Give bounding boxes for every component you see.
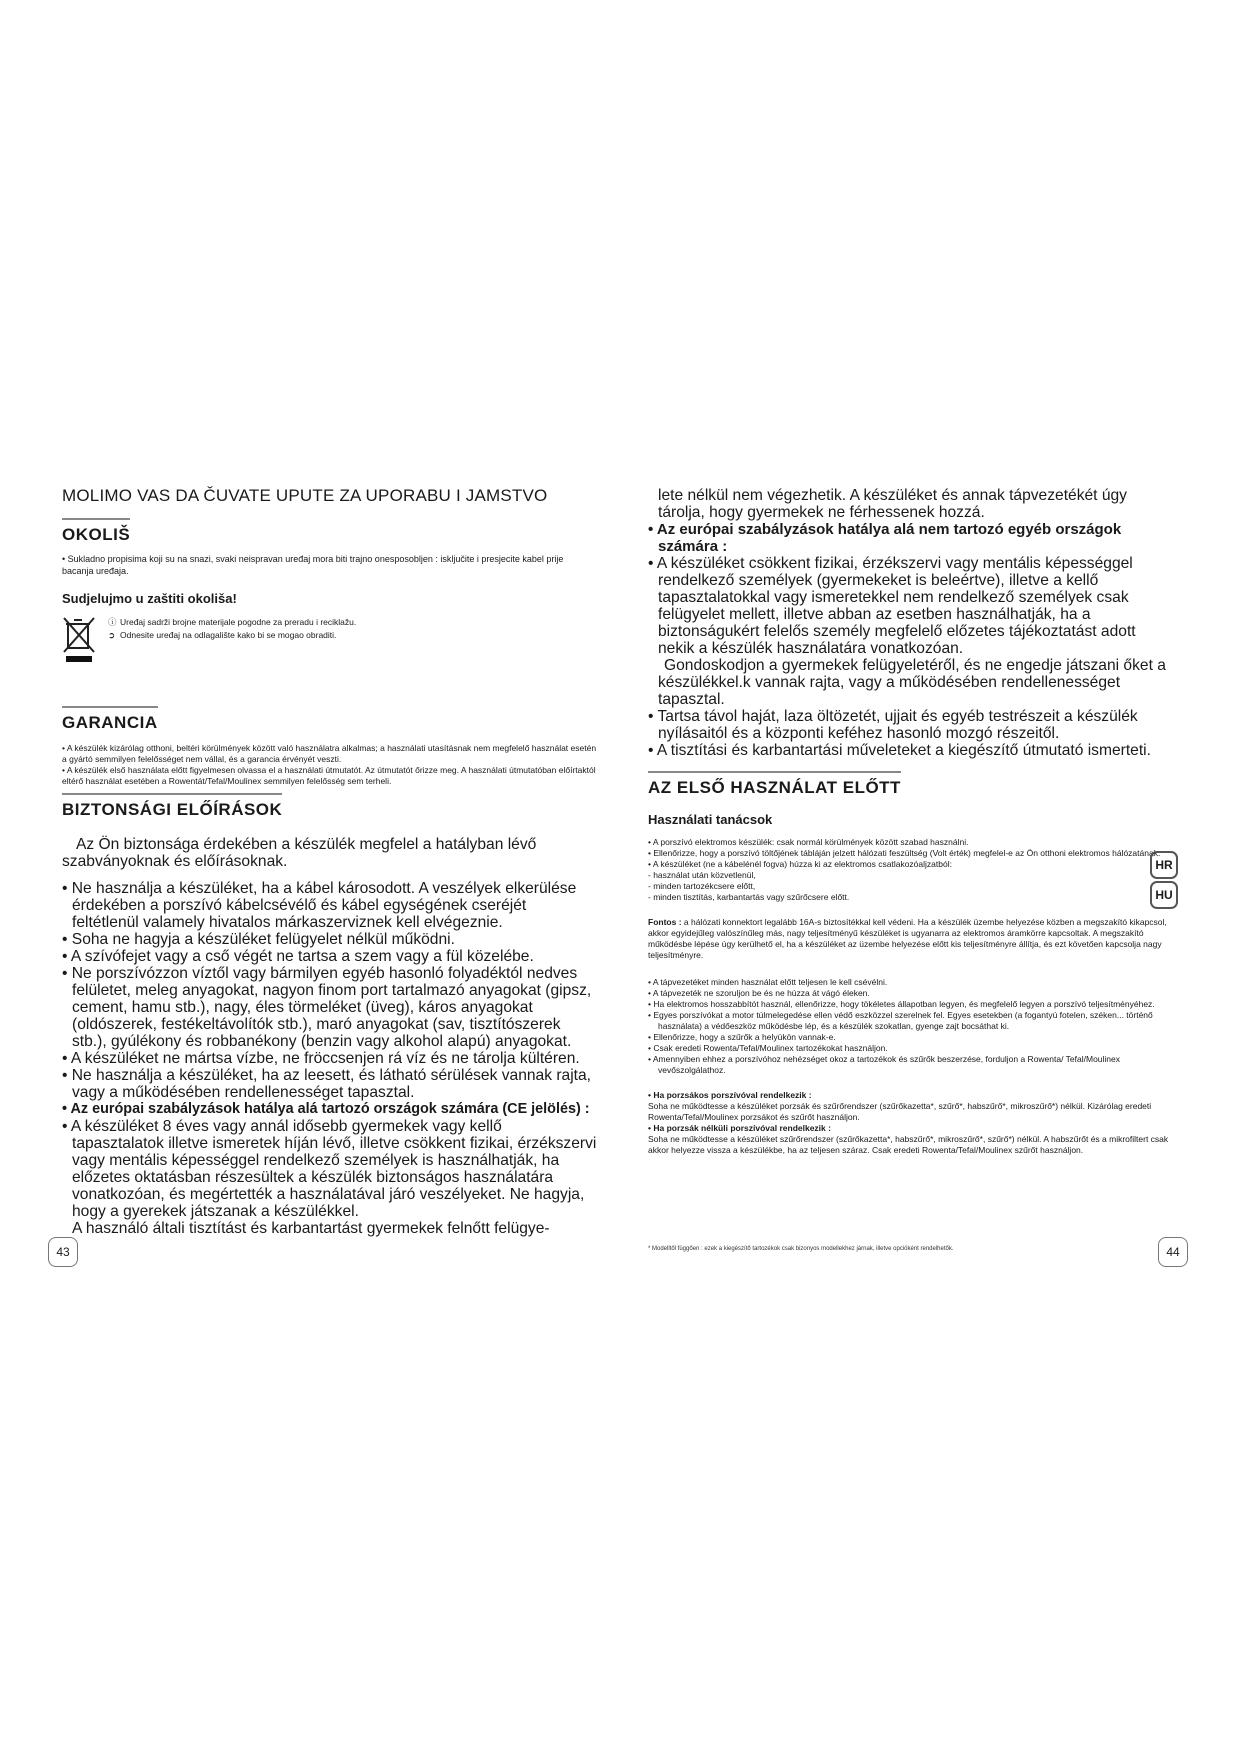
bag-heading: • Ha porzsákos porszívóval rendelkezik : (648, 1090, 812, 1100)
safety-item: • Ne használja a készüléket, ha a kábel károsodott. A veszélyek elkerülése érdekében a porszívó kábelcsévélő és kábel egységének cseréjét feltétlenül valamely hivatalos márkaszerviznek kell elvégeznie. (62, 880, 577, 931)
safety-item: • A készüléket ne mártsa vízbe, ne fröccsenjen rá víz és ne tárolja kültéren. (62, 1050, 580, 1067)
heading-garancia: GARANCIA (62, 706, 158, 733)
fontos-label: Fontos : (648, 917, 682, 927)
recycling-notice (62, 616, 597, 664)
garancia-text-1: • A készülék kizárólag otthoni, beltéri körülmények között való használatra alkalmas; a használati utasításnak nem megfelelő használat esetén a gyártó semmilyen felelősséget nem vállal, és a garancia érvényét veszti. (62, 743, 597, 764)
tip-item: - használat után közvetlenül, (648, 870, 756, 880)
tip-item: • A tápvezetéket minden használat előtt teljesen le kell csévélni. (648, 977, 888, 987)
safety-item: • Ne porszívózzon víztől vagy bármilyen egyéb hasonló folyadéktól nedves felületet, meleg anyagokat, nagyon finom port tartalmazó anyagokat (gipsz, cement, hamu stb.), nagy, éles törmeléket (üveg), káros anyagokat (oldószerek, festékeltávolítók stb.), maró anyagokat (sav, tisztítószerek stb.), gyúlékony és robbanékony (benzin vagy alkohol alapú) anyagokat. (62, 965, 592, 1050)
fontos-paragraph (648, 917, 1170, 961)
tip-item: • Egyes porszívókat a motor túlmelegedése ellen védő eszközzel szerelnek fel. Egyes esetekben (a fogantyú fotelen, széken... történő használata) a védőeszköz működésbe lép, és a készülék szokatlan, gyenge zajt bocsáthat ki. (648, 1010, 1153, 1031)
safety-item: • A szívófejet vagy a cső végét ne tartsa a szem vagy a fül közelébe. (62, 948, 534, 965)
crossed-bin-icon (62, 616, 98, 664)
safety-item: A használó általi tisztítást és karbantartást gyermekek felnőtt felügye- (72, 1220, 550, 1237)
icon-line-2: Odnesite uređaj na odlagalište kako bi se mogao obraditi. (120, 630, 337, 640)
tip-item: • A porszívó elektromos készülék: csak normál körülmények között szabad használni. (648, 837, 969, 847)
okolis-text: • Sukladno propisima koji su na snazi, svaki neispravan uređaj mora biti trajno onesposobljen : isključite i presjecite kabel prije bacanja uređaja. (62, 554, 564, 576)
fontos-text: a hálózati konnektort legalább 16A-s biztosítékkal kell védeni. Ha a készülék üzembe helyezése közben a megszakító kikapcsol, akkor egyidejűleg valószínűleg más, nagy teljesítményű készüléket is ugyanarra az elektromos áramkörre kapcsoltak. A megszakító működésbe lépése úgy kerülhető el, ha a készüléket az üzembe helyezése előtt kis teljesítményre állítja, és ezt követően kapcsolja nagy teljesítményre. (648, 917, 1167, 960)
continued-text: lete nélkül nem végezhetik. A készüléket és annak tápvezetékét úgy tárolja, hogy gyermekek ne férhessenek hozzá. (658, 487, 1127, 521)
tip-item: - minden tartozékcsere előtt, (648, 881, 756, 891)
info-icon: ⓘ (108, 617, 117, 627)
tip-item: • Amennyiben ehhez a porszívóhoz nehézséget okoz a tartozékok és szűrők beszerzése, forduljon a Rowenta/ Tefal/Moulinex vevőszolgálathoz. (648, 1054, 1121, 1075)
safety-item: • A készüléket 8 éves vagy annál idősebb gyermekek vagy kellő tapasztalatok illetve ismeretek híján lévő, illetve csökkent fizikai, érzékszervi vagy mentális képességgel rendelkező személyek is használhatják, ha előzetes oktatásban részesültek a készülék biztonságos használatára vonatkozóan, és megértették a használatával járó veszélyeket. Ne hagyja, hogy a gyerekek játszanak a készülékkel. (62, 1118, 597, 1220)
arrow-icon: ➲ (108, 630, 116, 640)
okolis-subheading: Sudjelujmo u zaštiti okoliša! (62, 591, 237, 606)
bag-text: Soha ne működtesse a készüléket porzsák és szűrőrendszer (szűrőkazetta*, szűrő*, habszűrő*, mikroszűrő*) nélkül. Kizárólag eredeti Rowenta/Tefal/Moulinex porzsákot és szűrőt használjon. (648, 1101, 1152, 1122)
tip-item: • Csak eredeti Rowenta/Tefal/Moulinex tartozékokat használjon. (648, 1043, 888, 1053)
garancia-text-2: • A készülék első használata előtt figyelmesen olvassa el a használati útmutatót. Az útmutatót őrizze meg. A használati útmutatóban előírtaktól eltérő használat esetében a Rowentát/Tefal/Moulinex semmilyen felelősség sem terheli. (62, 765, 596, 786)
left-column (62, 480, 597, 1237)
language-badge-hu: HU (1150, 881, 1178, 909)
safety-item: • A tisztítási és karbantartási műveleteket a kiegészítő útmutató ismerteti. (648, 742, 1151, 759)
tip-item: • Ha elektromos hosszabbítót használ, ellenőrizze, hogy tökéletes állapotban legyen, és megfelelő legyen a porszívó teljesítményéhez. (648, 999, 1155, 1009)
tip-item: - minden tisztítás, karbantartás vagy szűrőcsere előtt. (648, 892, 850, 902)
page-number-left: 43 (48, 1237, 78, 1267)
tip-item: • Ellenőrizze, hogy a porszívó töltőjének tábláján jelzett hálózati feszültség (Volt érték) megfelel-e az Ön otthoni elektromos hálózatának. (648, 848, 1161, 858)
safety-item: • Soha ne hagyja a készüléket felügyelet nélkül működni. (62, 931, 455, 948)
heading-first-use: AZ ELSŐ HASZNÁLAT ELŐTT (648, 771, 901, 798)
right-column (648, 487, 1170, 1156)
tip-item: • A tápvezeték ne szoruljon be és ne húzza át vágó éleken. (648, 988, 870, 998)
safety-bold-item: • Az európai szabályzások hatálya alá tartozó országok számára (CE jelölés) : (62, 1101, 590, 1117)
safety-item: • A készüléket csökkent fizikai, érzékszervi vagy mentális képességgel rendelkező személyek (gyermekeket is beleértve), illetve a kellő tapasztalatokkal vagy ismeretekkel nem rendelkező személyek csak felügyelet mellett, illetve abban az esetben használhatják, ha a biztonságukért felelős személy megfelelő előzetes tájékoztatást adott nekik a készülék használatára vonatkozóan. (648, 555, 1136, 657)
safety-item: Gondoskodjon a gyermekek felügyeletéről, és ne engedje játszani őket a készülékkel.k vannak rajta, vagy a működésében rendellenességet tapasztal. (658, 657, 1166, 708)
tip-item: • A készüléket (ne a kábelénél fogva) húzza ki az elektromos csatlakozóaljzatból: (648, 859, 952, 869)
language-badge-hr: HR (1150, 851, 1178, 879)
non-eu-bold-item: • Az európai szabályzások hatálya alá nem tartozó egyéb országok számára : (648, 521, 1122, 555)
page-title: MOLIMO VAS DA ČUVATE UPUTE ZA UPORABU I JAMSTVO (62, 486, 548, 505)
safety-item: • Ne használja a készüléket, ha az leesett, és látható sérülések vannak rajta, vagy a működésében rendellenességet tapasztal. (62, 1067, 592, 1101)
heading-okolis: OKOLIŠ (62, 518, 130, 545)
nobag-heading: • Ha porzsák nélküli porszívóval rendelkezik : (648, 1123, 831, 1133)
footnote: * Modelltől függően : ezek a kiegészítő tartozékok csak bizonyos modellekhez járnak, illetve opcióként rendelhetők. (648, 1246, 954, 1252)
safety-intro: Az Ön biztonsága érdekében a készülék megfelel a hatályban lévő szabványoknak és előírásoknak. (62, 836, 537, 870)
icon-line-1: Uređaj sadrži brojne materijale pogodne za preradu i reciklažu. (120, 617, 357, 627)
safety-item: • Tartsa távol haját, laza öltözetét, ujjait és egyéb testrészeit a készülék nyílásaitól és a központi keféhez hasonló mozgó részeitől. (648, 708, 1138, 742)
heading-biztonsagi: BIZTONSÁGI ELŐÍRÁSOK (62, 793, 282, 820)
tips-subheading: Használati tanácsok (648, 812, 773, 827)
page-number-right: 44 (1158, 1237, 1188, 1267)
nobag-text: Soha ne működtesse a készüléket szűrőrendszer (szűrőkazetta*, habszűrő*, mikroszűrő*, szűrő*) nélkül. A habszűrőt és a mikrofiltert csak akkor helyezze vissza a készülékbe, ha az teljesen száraz. Csak eredeti Rowenta/Tefal/Moulinex szűrőt használjon. (648, 1134, 1169, 1155)
tip-item: • Ellenőrizze, hogy a szűrők a helyükön vannak-e. (648, 1032, 836, 1042)
